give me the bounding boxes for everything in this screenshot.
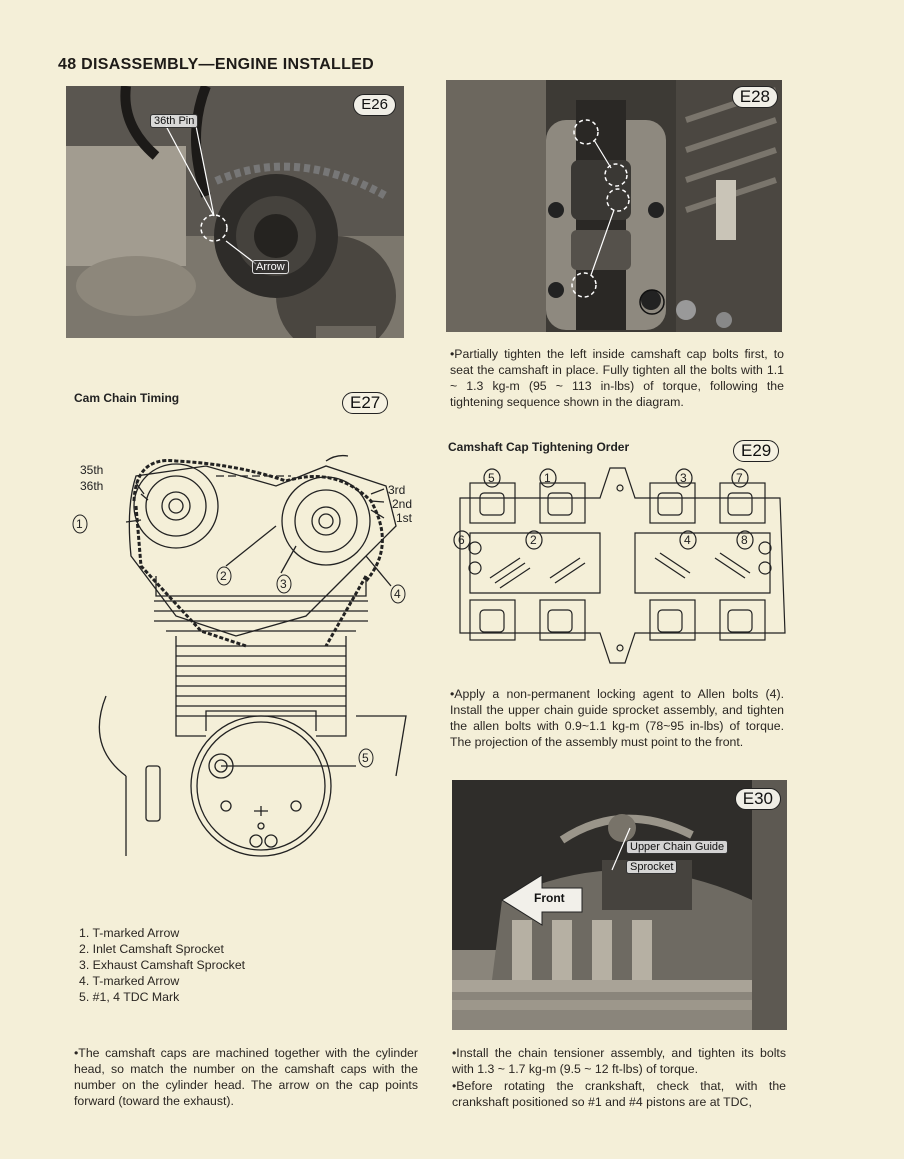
label-n3: 3 [280, 577, 287, 591]
order-number-1: 1 [544, 471, 551, 485]
order-number-2: 2 [530, 533, 537, 547]
order-number-4: 4 [684, 533, 691, 547]
figure-tag-e27: E27 [342, 392, 388, 414]
order-number-3: 3 [680, 471, 687, 485]
photo-e28 [446, 80, 782, 332]
label-n1: 1 [76, 517, 83, 531]
label-front: Front [534, 891, 565, 905]
cam-chain-timing-diagram [66, 446, 416, 876]
figure-caption-e29: Camshaft Cap Tightening Order [448, 440, 630, 454]
photo-e30-illustration [452, 780, 787, 1030]
paragraph-install-tensioner: •Install the chain tensioner assembly, and tighten its bolts with 1.3 ~ 1.7 kg-m (9.5 ~ 12 ft-lbs) of torque. [452, 1046, 786, 1076]
list-item: 5. #1, 4 TDC Mark [79, 990, 180, 1004]
figure-tag-e30: E30 [735, 788, 781, 810]
label-35th: 35th [80, 463, 104, 477]
paragraph-before-rotating: •Before rotating the crankshaft, check that, with the crankshaft positioned so #1 and #4 pistons are at TDC, [452, 1079, 786, 1109]
label-n2: 2 [220, 569, 227, 583]
photo-e28-illustration [446, 80, 782, 332]
figure-caption-e27: Cam Chain Timing [74, 391, 180, 405]
list-item: 4. T-marked Arrow [79, 974, 180, 988]
label-1st: 1st [396, 511, 413, 525]
label-2nd: 2nd [392, 497, 413, 511]
label-n5: 5 [362, 751, 369, 765]
photo-e30 [452, 780, 787, 1030]
order-number-5: 5 [488, 471, 495, 485]
label-upper-chain-guide: Upper Chain Guide [626, 840, 728, 854]
diagram-e27 [66, 446, 416, 876]
paragraph-apply-locking-agent: •Apply a non-permanent locking agent to Allen bolts (4). Install the upper chain guide sprocket assembly, and tighten the allen bolts with 0.9~1.1 kg-m (78~95 in-lbs) of torque. The projection of the assembly must point to the front. [450, 687, 784, 749]
figure-tag-e26: E26 [353, 94, 396, 116]
page-title: DISASSEMBLY—ENGINE INSTALLED [81, 56, 375, 73]
order-number-7: 7 [736, 471, 743, 485]
list-item: 2. Inlet Camshaft Sprocket [79, 942, 224, 956]
label-n4: 4 [394, 587, 401, 601]
paragraph-partially-tighten: •Partially tighten the left inside camshaft cap bolts first, to seat the camshaft in place. Fully tighten all the bolts with 1.1 ~ 1.3 kg-m (95 ~ 113 in-lbs) of torque, following the tightening sequence shown in the diagram. [450, 347, 784, 409]
figure-tag-e29: E29 [733, 440, 779, 462]
label-36th: 36th [80, 479, 104, 493]
paragraph-camshaft-caps: •The camshaft caps are machined together with the cylinder head, so match the number on the camshaft caps with the number on the cylinder head. The arrow on the cap points forward (toward the exhaust). [74, 1046, 418, 1108]
photo-e26 [66, 86, 404, 338]
photo-e26-illustration [66, 86, 404, 338]
camshaft-cap-order-diagram [450, 458, 790, 668]
figure-tag-e28: E28 [732, 86, 778, 108]
order-number-8: 8 [741, 533, 748, 547]
label-sprocket: Sprocket [626, 860, 677, 874]
order-number-6: 6 [458, 533, 465, 547]
list-item: 1. T-marked Arrow [79, 926, 180, 940]
legend-list [79, 925, 245, 1005]
label-arrow: Arrow [252, 260, 289, 274]
diagram-e29 [450, 458, 790, 668]
label-36th-pin: 36th Pin [150, 114, 198, 128]
page-header [58, 56, 374, 74]
page-number: 48 [58, 56, 77, 73]
label-3rd: 3rd [388, 483, 406, 497]
list-item: 3. Exhaust Camshaft Sprocket [79, 958, 246, 972]
